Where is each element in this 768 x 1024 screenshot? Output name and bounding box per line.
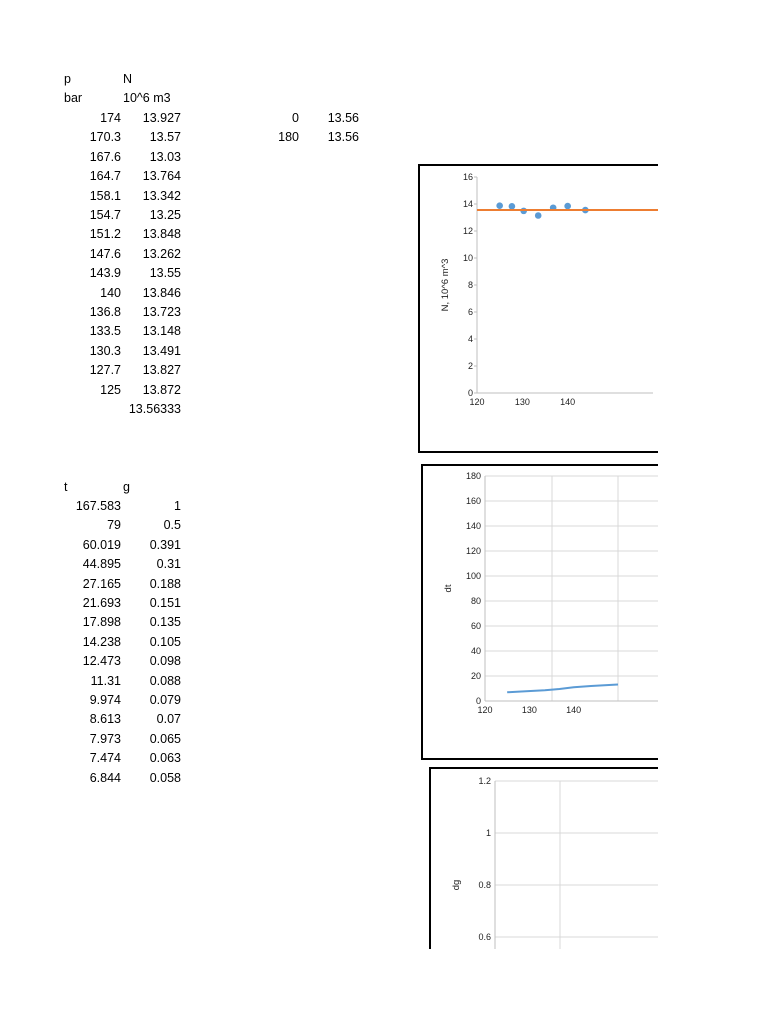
table2-t-cell: 12.473 bbox=[82, 654, 121, 669]
table1-n-cell: 13.846 bbox=[142, 285, 181, 300]
table1-p-cell: 125 bbox=[100, 382, 121, 397]
table1-p-cell: 158.1 bbox=[89, 188, 121, 203]
table1-n-cell: 13.262 bbox=[142, 246, 181, 261]
table1-p-cell: 133.5 bbox=[89, 324, 121, 339]
table1-n-cell: 13.872 bbox=[142, 382, 181, 397]
table1-n-cell: 13.848 bbox=[142, 227, 181, 242]
table2-t-cell: 27.165 bbox=[82, 576, 121, 591]
y-tick-label: 40 bbox=[470, 646, 481, 656]
table1-p-cell: 167.6 bbox=[89, 149, 121, 164]
fit-y-cell: 13.56 bbox=[327, 130, 359, 145]
table1-p-cell: 140 bbox=[100, 285, 121, 300]
y-tick-label: 16 bbox=[462, 172, 473, 182]
y-tick-label: 2 bbox=[467, 361, 473, 371]
table1-n-cell: 13.148 bbox=[142, 324, 181, 339]
table1-p-cell: 136.8 bbox=[89, 305, 121, 319]
chart-dg-vs-p-svg bbox=[431, 769, 658, 949]
chart-dt-vs-p bbox=[421, 464, 658, 760]
y-tick-label: 0.8 bbox=[478, 880, 491, 890]
y-tick-label: 140 bbox=[465, 521, 481, 531]
y-tick-label: 4 bbox=[467, 334, 473, 344]
fit-x-cell: 0 bbox=[292, 111, 299, 125]
y-tick-label: 120 bbox=[465, 546, 481, 556]
table2-g-cell: 0.063 bbox=[149, 751, 181, 766]
y-tick-label: 12 bbox=[462, 226, 473, 236]
table1-p-cell: 130.3 bbox=[89, 343, 121, 358]
table2-g-cell: 0.31 bbox=[156, 557, 181, 572]
table1-p-cell: 147.6 bbox=[89, 246, 121, 261]
y-tick-label: 1 bbox=[485, 828, 491, 838]
table2-g-cell: 0.391 bbox=[149, 537, 181, 552]
y-tick-label: 160 bbox=[465, 496, 481, 506]
y-tick-label: 8 bbox=[467, 280, 473, 290]
table2-t-cell: 17.898 bbox=[82, 615, 121, 630]
table2-g-cell: 0.188 bbox=[149, 576, 181, 591]
table2-t-cell: 8.613 bbox=[89, 712, 121, 727]
y-tick-label: 180 bbox=[465, 471, 481, 481]
y-tick-label: 0.6 bbox=[478, 932, 491, 942]
x-tick-label: 140 bbox=[560, 397, 576, 407]
table2-t-cell: 60.019 bbox=[82, 537, 121, 552]
table1-p-cell: 170.3 bbox=[89, 130, 121, 145]
data-point bbox=[535, 212, 542, 219]
header-p: p bbox=[64, 72, 71, 86]
table1-p-cell: 151.2 bbox=[89, 227, 121, 242]
y-tick-label: 10 bbox=[462, 253, 473, 263]
chart-n-vs-p-svg bbox=[420, 166, 658, 451]
y-tick-label: 0 bbox=[467, 388, 473, 398]
y-tick-label: 80 bbox=[470, 596, 481, 606]
table2-t-cell: 167.583 bbox=[75, 499, 121, 513]
x-tick-label: 120 bbox=[477, 705, 493, 715]
table2-t-cell: 9.974 bbox=[89, 693, 121, 707]
unit-p: bar bbox=[64, 91, 83, 105]
table2-g-cell: 0.079 bbox=[149, 693, 181, 707]
x-tick-label: 140 bbox=[566, 705, 582, 715]
y-axis-label: dg bbox=[451, 879, 462, 891]
table1-n-cell: 13.827 bbox=[142, 363, 181, 378]
table1-p-cell: 154.7 bbox=[89, 208, 121, 222]
y-tick-label: 1.2 bbox=[478, 776, 491, 786]
table2-t-cell: 14.238 bbox=[82, 634, 121, 649]
table1-n-cell: 13.57 bbox=[149, 130, 181, 145]
table2-t-cell: 21.693 bbox=[82, 596, 121, 610]
table1-n-cell: 13.723 bbox=[142, 305, 181, 319]
table1-n-cell: 13.491 bbox=[142, 343, 181, 358]
table1-n-cell: 13.03 bbox=[149, 149, 181, 164]
data-point bbox=[496, 202, 503, 209]
plot-area bbox=[507, 685, 618, 693]
table1-p-cell: 174 bbox=[100, 111, 121, 125]
x-tick-label: 120 bbox=[469, 397, 485, 407]
table2-t-cell: 11.31 bbox=[90, 673, 121, 688]
y-tick-label: 14 bbox=[462, 199, 473, 209]
header-g: g bbox=[123, 480, 130, 494]
table2-g-cell: 0.065 bbox=[149, 731, 181, 746]
table2-t-cell: 7.474 bbox=[89, 751, 121, 766]
data-point bbox=[509, 203, 516, 210]
table2-t-cell: 79 bbox=[107, 518, 121, 533]
table2-t-cell: 44.895 bbox=[82, 557, 121, 572]
y-tick-label: 100 bbox=[465, 571, 481, 581]
table1-p-cell: 164.7 bbox=[89, 169, 121, 184]
table1-p-cell: 143.9 bbox=[89, 266, 121, 281]
chart-dt-vs-p-svg bbox=[423, 466, 658, 758]
y-axis-label: N, 10^6 m^3 bbox=[440, 258, 451, 312]
table2-t-cell: 6.844 bbox=[89, 770, 121, 785]
table2-g-cell: 0.088 bbox=[149, 673, 181, 688]
table1-n-cell: 13.55 bbox=[149, 266, 181, 281]
y-tick-label: 20 bbox=[470, 671, 481, 681]
table2-g-cell: 0.135 bbox=[149, 615, 181, 630]
table2-g-cell: 0.058 bbox=[149, 770, 181, 785]
unit-n: 10^6 m3 bbox=[123, 91, 171, 105]
table2-g-cell: 0.5 bbox=[163, 518, 181, 533]
table1-n-cell: 13.25 bbox=[149, 208, 181, 222]
table2-g-cell: 1 bbox=[174, 499, 181, 513]
table1-n-cell: 13.927 bbox=[142, 111, 181, 125]
table2-g-cell: 0.151 bbox=[149, 596, 181, 610]
x-tick-label: 130 bbox=[514, 397, 530, 407]
table1-average: 13.56333 bbox=[128, 402, 181, 416]
table2-t-cell: 7.973 bbox=[89, 731, 121, 746]
table2-g-cell: 0.098 bbox=[149, 654, 181, 669]
chart-n-vs-p bbox=[418, 164, 658, 453]
x-tick-label: 130 bbox=[521, 705, 537, 715]
table1-p-cell: 127.7 bbox=[89, 363, 121, 378]
series-line bbox=[507, 685, 618, 693]
y-tick-label: 60 bbox=[470, 621, 481, 631]
table1-n-cell: 13.764 bbox=[142, 169, 181, 184]
fit-x-cell: 180 bbox=[278, 130, 299, 145]
fit-y-cell: 13.56 bbox=[327, 111, 359, 125]
data-point bbox=[564, 203, 571, 210]
table1-n-cell: 13.342 bbox=[142, 188, 181, 203]
table2-g-cell: 0.105 bbox=[149, 634, 181, 649]
plot-area bbox=[420, 202, 658, 218]
y-tick-label: 0 bbox=[475, 696, 481, 706]
header-t: t bbox=[64, 480, 68, 494]
y-tick-label: 6 bbox=[467, 307, 473, 317]
y-axis-label: dt bbox=[443, 584, 454, 593]
header-n: N bbox=[123, 72, 133, 86]
chart-dg-vs-p bbox=[429, 767, 658, 949]
table2-g-cell: 0.07 bbox=[156, 712, 181, 727]
